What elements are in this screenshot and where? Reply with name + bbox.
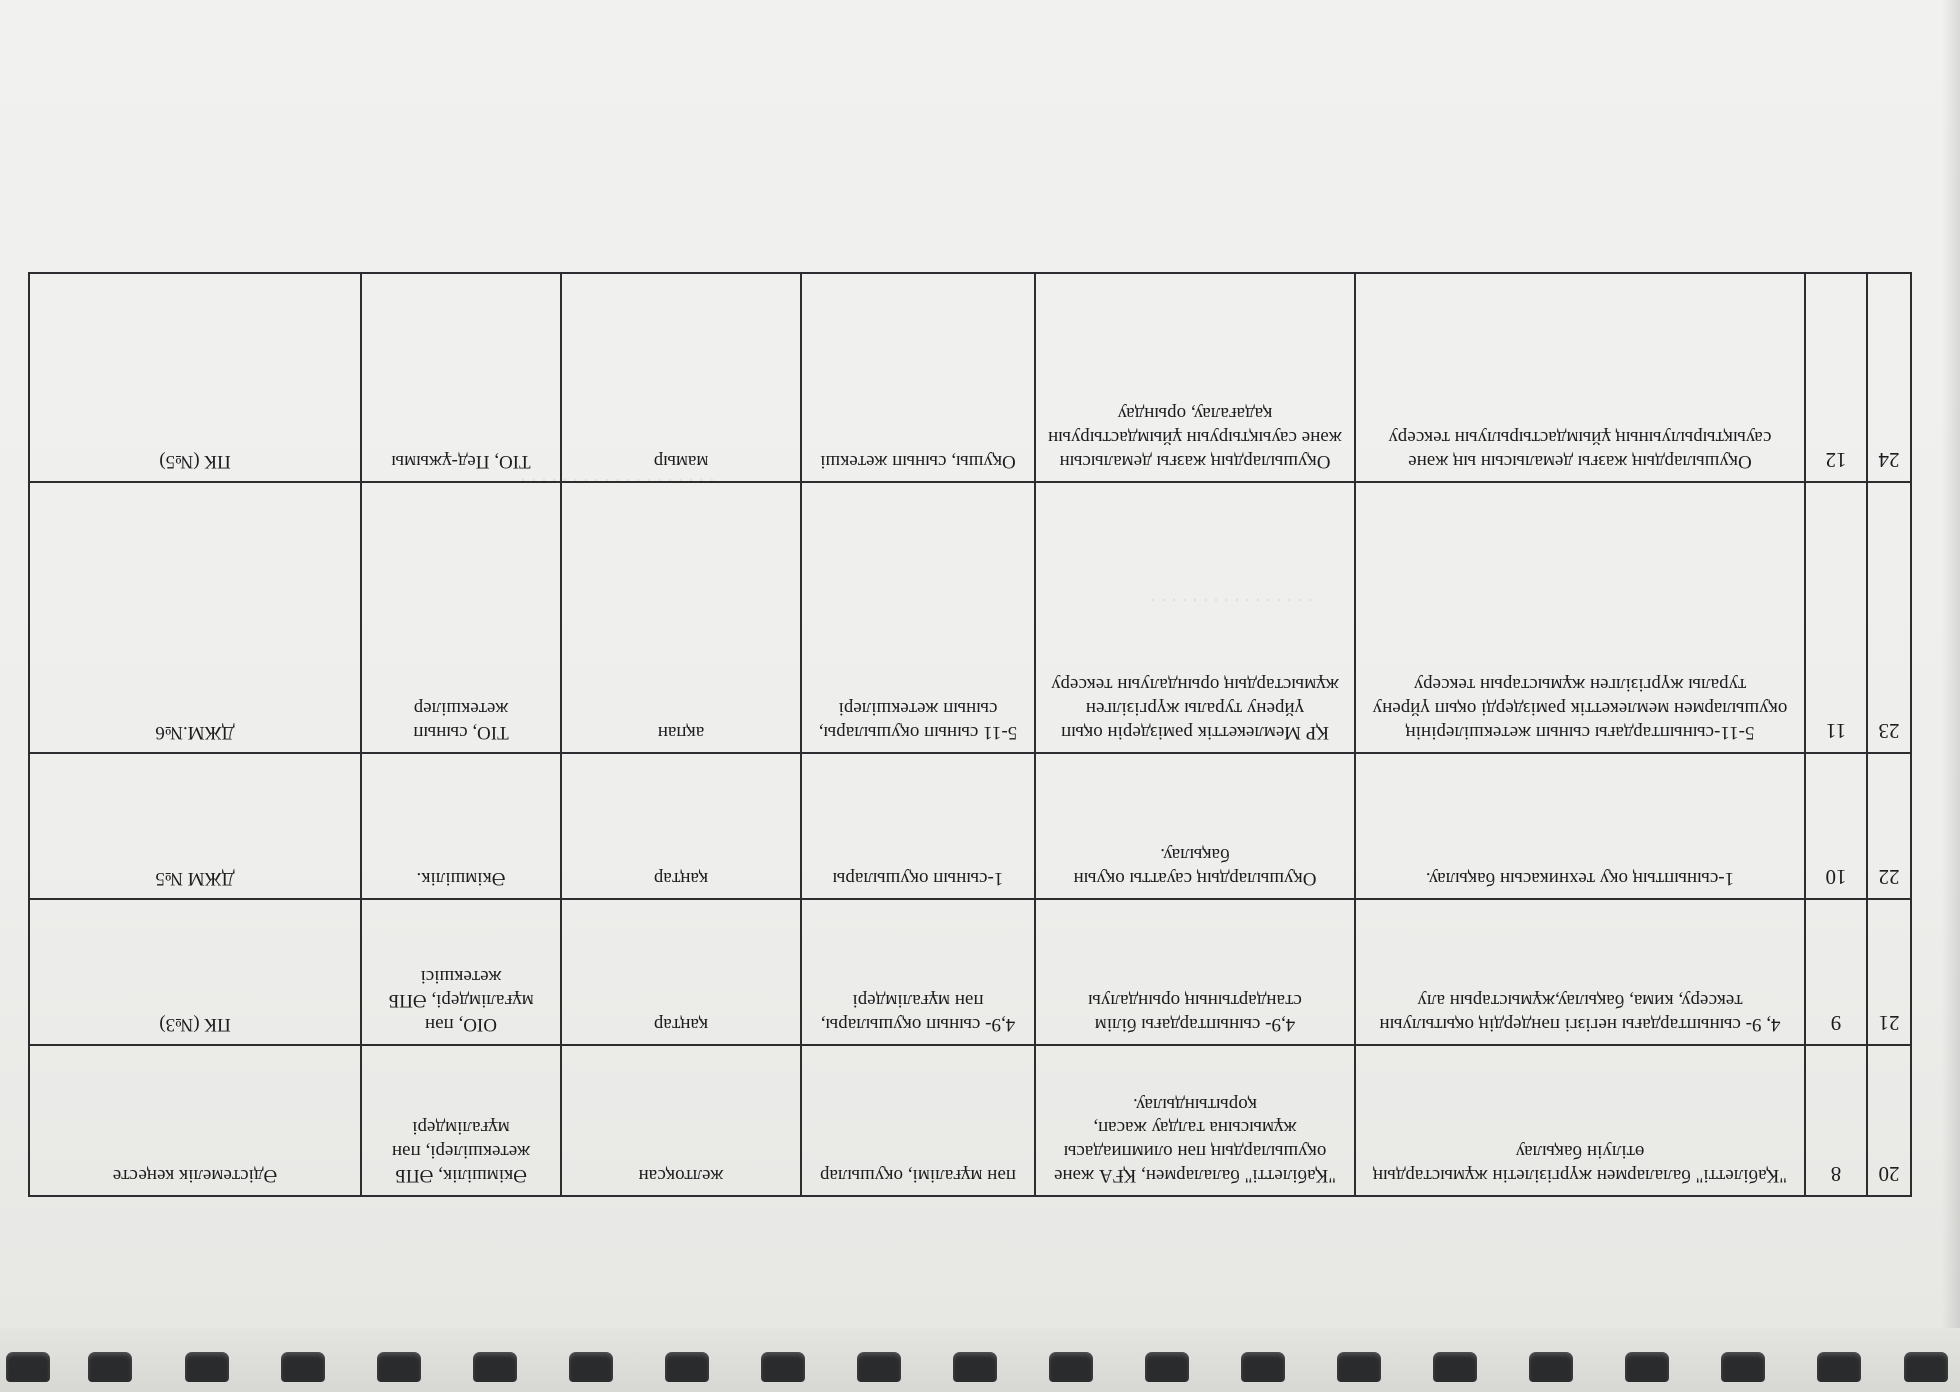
control-subject-cell: 5-11-сыныптардағы сынып жетекшілерінің оқушылармен мемлекеттік рәміздерді оқып үйрену туралы жүргізілген жұмыстарын тексеру <box>1355 482 1805 753</box>
binding-hole <box>1817 1352 1861 1382</box>
binding-hole <box>6 1352 50 1382</box>
control-goal-cell: Оқушылардың жазғы демалысын және сауықтыруын ұйымдастыруын қадағалау, орындау <box>1035 273 1355 482</box>
control-object-cell: Оқушы, сынып жетекші <box>801 273 1035 482</box>
page-edge-shadow <box>1942 0 1960 1392</box>
control-goal-cell: 4,9- сыныптардағы білім стандартының орындалуы <box>1035 899 1355 1045</box>
row-number: 20 <box>1867 1045 1911 1196</box>
table-row <box>29 899 1911 1045</box>
row-number: 23 <box>1867 482 1911 753</box>
binding-hole <box>473 1352 517 1382</box>
responsible-cell: ОІО, пән мұғалімдері, ӘПБ жетекшісі <box>361 899 561 1045</box>
item-index: 9 <box>1805 899 1867 1045</box>
binding-hole <box>857 1352 901 1382</box>
control-goal-cell: ҚР Мемлекеттік рәміздерін оқып үйрену туралы жүргізілген жұмыстардың орындалуын тексеру <box>1035 482 1355 753</box>
responsible-cell: Әкімшілік, ӘПБ жетекшілері, пән мұғалімдері <box>361 1045 561 1196</box>
table-row <box>29 1045 1911 1196</box>
control-object-cell: 4,9- сынып оқушылары, пән мұғалімдері <box>801 899 1035 1045</box>
binding-hole <box>665 1352 709 1382</box>
control-object-cell: 1-сынып оқушылары <box>801 753 1035 899</box>
row-number: 22 <box>1867 753 1911 899</box>
where-discussed-cell: Әдістемелік кеңесте <box>29 1045 361 1196</box>
binding-hole <box>281 1352 325 1382</box>
month-cell: ақпан <box>561 482 801 753</box>
responsible-cell: Әкімшілік. <box>361 753 561 899</box>
bleed-through-text: · · · · · · · · · · · · · · · · · · · <box>520 470 715 490</box>
binding-hole <box>1337 1352 1381 1382</box>
item-index: 11 <box>1805 482 1867 753</box>
where-discussed-cell: ПК (№5) <box>29 273 361 482</box>
where-discussed-cell: ПК (№3) <box>29 899 361 1045</box>
binding-hole <box>1721 1352 1765 1382</box>
item-index: 10 <box>1805 753 1867 899</box>
month-cell: желтоқсан <box>561 1045 801 1196</box>
binding-hole <box>761 1352 805 1382</box>
control-goal-cell: "Қабілетті" балалармен, ҚҒА және оқушылардың пән олимпиадасы жұмысына талдау жасап, қорытындылау. <box>1035 1045 1355 1196</box>
where-discussed-cell: ДЖМ.№6 <box>29 482 361 753</box>
item-index: 12 <box>1805 273 1867 482</box>
table-row <box>29 482 1911 753</box>
table-row <box>29 753 1911 899</box>
binding-hole <box>1529 1352 1573 1382</box>
month-cell: қаңтар <box>561 899 801 1045</box>
binding-hole <box>569 1352 613 1382</box>
binding-hole <box>1625 1352 1669 1382</box>
where-discussed-cell: ДЖМ №5 <box>29 753 361 899</box>
binding-hole <box>88 1352 132 1382</box>
control-goal-cell: Оқушылардың сауатты оқуын бақылау. <box>1035 753 1355 899</box>
binding-hole <box>1433 1352 1477 1382</box>
item-index: 8 <box>1805 1045 1867 1196</box>
binding-hole <box>1049 1352 1093 1382</box>
month-cell: мамыр <box>561 273 801 482</box>
control-object-cell: пән мұғалімі, оқушылар <box>801 1045 1035 1196</box>
row-number: 21 <box>1867 899 1911 1045</box>
control-plan-table <box>28 272 1912 1197</box>
responsible-cell: ТІО, Пед-ұжымы <box>361 273 561 482</box>
binding-hole <box>1145 1352 1189 1382</box>
month-cell: қаңтар <box>561 753 801 899</box>
binding-hole <box>1241 1352 1285 1382</box>
binding-hole <box>185 1352 229 1382</box>
bleed-through-text: · · · · · · · · · · · · · · · · <box>1150 590 1314 610</box>
binding-hole <box>1904 1352 1948 1382</box>
control-object-cell: 5-11 сынып оқушылары, сынып жетекшілері <box>801 482 1035 753</box>
control-subject-cell: 1-сыныптың оқу техникасын бақылау. <box>1355 753 1805 899</box>
responsible-cell: ТІО, сынып жетекшілер <box>361 482 561 753</box>
row-number: 24 <box>1867 273 1911 482</box>
binding-hole <box>377 1352 421 1382</box>
table-row <box>29 273 1911 482</box>
control-subject-cell: Оқушылардың жазғы демалысын ың және сауықтырылуының ұйымдастырылуын тексеру <box>1355 273 1805 482</box>
control-subject-cell: 4, 9- сыныптардағы негізгі пәндердің оқытылуын тексеру, кима, бақылау,жұмыстарын алу <box>1355 899 1805 1045</box>
control-subject-cell: "Қабілетті" балалармен жүргізілетін жұмыстардың өтілуін бақылау <box>1355 1045 1805 1196</box>
spiral-binding-strip <box>0 1328 1960 1392</box>
document-page <box>30 272 1912 1197</box>
binding-hole <box>953 1352 997 1382</box>
